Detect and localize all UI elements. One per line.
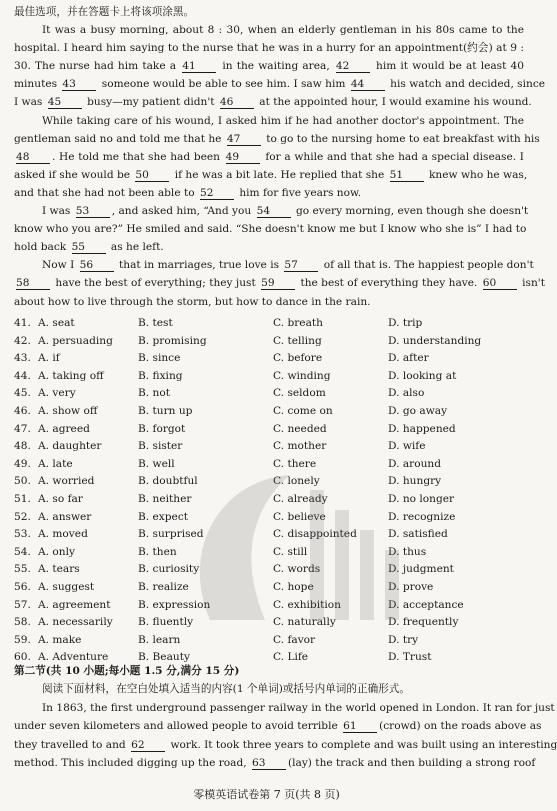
blank-number: 57 xyxy=(284,260,318,272)
question-number: 48. xyxy=(14,440,31,453)
passage-text: in the waiting area, xyxy=(218,60,334,73)
blank-number: 48 xyxy=(16,152,50,164)
option-d: D. also xyxy=(388,387,425,400)
option-row xyxy=(14,509,524,526)
blank-number: 47 xyxy=(227,134,261,146)
question-number: 59. xyxy=(14,633,31,646)
blank-number: 62 xyxy=(131,740,165,752)
option-b: B. well xyxy=(138,457,175,470)
passage-text: at the appointed hour, I would examine his wound. xyxy=(255,96,532,109)
option-d: D. no longer xyxy=(388,493,455,505)
passage-text: the best of everything they have. xyxy=(297,277,481,290)
passage-text: they travelled to and xyxy=(14,738,130,751)
option-a: A. worried xyxy=(38,475,95,488)
passage-text: (lay) the track and then building a strong roof xyxy=(287,756,536,769)
question-number: 57. xyxy=(14,598,31,611)
option-c: C. naturally xyxy=(273,616,336,629)
passage-line xyxy=(14,42,524,55)
option-a: A. very xyxy=(38,387,76,400)
option-row xyxy=(14,579,524,596)
option-c: C. mother xyxy=(273,440,327,453)
question-number: 60. xyxy=(14,651,31,664)
passage-line xyxy=(14,720,542,733)
question-number: 51. xyxy=(14,493,31,505)
option-d: D. wife xyxy=(388,440,426,453)
option-a: A. make xyxy=(38,633,82,646)
page-footer: 零模英语试卷第 7 页(共 8 页) xyxy=(193,788,340,801)
option-a: A. Adventure xyxy=(38,651,109,664)
option-b: B. fixing xyxy=(138,369,183,382)
option-a: A. persuading xyxy=(38,334,113,347)
option-c: C. exhibition xyxy=(273,598,341,611)
question-number: 41. xyxy=(14,317,31,329)
option-d: D. frequently xyxy=(388,616,459,629)
blank-number: 42 xyxy=(336,61,370,73)
passage-text: Now I xyxy=(42,259,78,272)
option-b: B. forgot xyxy=(138,422,186,435)
passage-line xyxy=(14,702,555,715)
passage-line xyxy=(14,223,527,236)
option-c: C. before xyxy=(273,352,323,365)
blank-number: 46 xyxy=(220,97,254,109)
option-c: C. there xyxy=(273,457,317,470)
passage-line xyxy=(14,187,524,200)
passage-line xyxy=(14,168,528,182)
option-c: C. still xyxy=(273,545,308,558)
option-a: A. only xyxy=(38,545,75,558)
blank-number: 50 xyxy=(135,170,169,182)
option-c: C. Life xyxy=(273,651,309,664)
passage-text: and that she had not been able to xyxy=(14,186,198,199)
blank-number: 52 xyxy=(200,188,234,200)
option-a: A. daughter xyxy=(38,440,102,453)
blank-number: 55 xyxy=(72,242,106,254)
option-a: A. suggest xyxy=(38,581,95,593)
option-b: B. not xyxy=(138,387,170,400)
option-a: A. late xyxy=(38,457,73,470)
question-number: 44. xyxy=(14,369,31,382)
option-row xyxy=(14,597,524,614)
option-b: B. expect xyxy=(138,510,189,523)
option-d: D. acceptance xyxy=(388,598,464,611)
blank-number: 59 xyxy=(261,278,295,290)
option-row xyxy=(14,456,524,473)
blank-number: 45 xyxy=(48,97,82,109)
option-a: A. agreed xyxy=(38,422,90,435)
option-c: C. words xyxy=(273,563,321,576)
passage-text: hospital. I heard him saying to the nurse that he was in a hurry for an appointment(约会) at 9 : xyxy=(14,42,524,55)
option-d: D. understanding xyxy=(388,334,482,347)
passage-text: have the best of everything; they just xyxy=(52,277,260,290)
option-b: B. doubtful xyxy=(138,475,198,488)
passage-line xyxy=(14,151,524,164)
passage-line xyxy=(14,296,524,309)
option-d: D. prove xyxy=(388,581,434,593)
passage-text: for a while and that she had a special disease. I xyxy=(261,150,524,163)
option-row xyxy=(14,350,524,367)
option-row xyxy=(14,315,524,332)
passage-text: his watch and decided, since xyxy=(386,78,546,91)
option-row xyxy=(14,403,524,420)
question-number: 58. xyxy=(14,616,31,629)
option-a: A. necessarily xyxy=(38,616,113,629)
option-d: D. after xyxy=(388,352,429,365)
question-number: 47. xyxy=(14,422,31,435)
passage-text: him for five years now. xyxy=(235,186,362,199)
option-row xyxy=(14,561,524,578)
passage-text: (crowd) on the roads above as xyxy=(379,720,542,733)
passage-text: under seven kilometers and allowed people to avoid terrible xyxy=(14,720,342,733)
option-a: A. agreement xyxy=(38,598,111,611)
option-c: C. lonely xyxy=(273,475,320,488)
passage-text: that in marriages, true love is xyxy=(115,259,283,272)
option-c: C. breath xyxy=(273,317,323,329)
option-b: B. Beauty xyxy=(138,651,190,664)
option-b: B. fluently xyxy=(138,616,194,629)
blank-number: 60 xyxy=(483,278,517,290)
option-a: A. if xyxy=(38,352,60,365)
blank-number: 53 xyxy=(76,206,110,218)
option-a: A. taking off xyxy=(38,369,104,382)
passage-text: as he left. xyxy=(107,241,164,254)
option-d: D. Trust xyxy=(388,651,432,664)
passage-text: about how to live through the storm, but how to dance in the rain. xyxy=(14,295,371,308)
passage-text: I was xyxy=(14,96,46,109)
option-d: D. thus xyxy=(388,545,427,558)
passage-text: go every morning, even though she doesn't xyxy=(292,205,529,217)
section2-heading: 第二节(共 10 小题;每小题 1.5 分,满分 15 分) xyxy=(14,665,240,677)
passage-line xyxy=(14,259,534,272)
option-d: D. hungry xyxy=(388,475,442,488)
question-number: 45. xyxy=(14,387,31,400)
option-b: B. test xyxy=(138,317,173,329)
question-number: 49. xyxy=(14,457,31,470)
passage-line xyxy=(14,24,524,37)
blank-number: 44 xyxy=(351,79,385,91)
passage-text: asked if she would be xyxy=(14,168,134,181)
passage-text: gentleman said no and told me that he xyxy=(14,132,225,145)
option-row xyxy=(14,385,524,402)
blank-number: 43 xyxy=(62,79,96,91)
option-b: B. expression xyxy=(138,598,211,611)
passage-line xyxy=(14,241,524,254)
option-row xyxy=(14,491,524,508)
option-a: A. show off xyxy=(38,405,98,417)
passage-text: of all that is. The happiest people don't xyxy=(320,259,534,272)
passage-line xyxy=(14,78,546,91)
passage-line xyxy=(14,96,532,109)
option-d: D. happened xyxy=(388,422,456,435)
passage-text: know who you are?” He smiled and said. “She doesn't know me but I know who she is” I had to xyxy=(14,223,527,236)
option-c: C. come on xyxy=(273,405,333,417)
blank-number: 58 xyxy=(16,278,50,290)
passage-text: It was a busy morning, about 8 : 30, when an elderly gentleman in his 80s came to the xyxy=(42,24,524,36)
blank-number: 49 xyxy=(226,152,260,164)
passage-line xyxy=(14,205,529,218)
passage-text: isn't xyxy=(518,277,545,290)
question-number: 50. xyxy=(14,475,31,488)
question-number: 53. xyxy=(14,528,31,541)
option-d: D. judgment xyxy=(388,563,454,576)
passage-text: hold back xyxy=(14,241,70,254)
option-b: B. learn xyxy=(138,633,181,646)
option-a: A. moved xyxy=(38,528,88,541)
passage-text: knew who he was, xyxy=(425,168,528,181)
option-c: C. seldom xyxy=(273,387,326,400)
passage-line xyxy=(14,277,545,290)
passage-text: I was xyxy=(42,205,74,217)
option-row xyxy=(14,649,524,666)
question-number: 42. xyxy=(14,334,31,347)
option-d: D. try xyxy=(388,633,419,646)
option-d: D. satisfied xyxy=(388,528,448,541)
option-row xyxy=(14,438,524,455)
passage-line xyxy=(14,756,536,770)
option-b: B. since xyxy=(138,352,181,365)
passage-line xyxy=(14,60,524,73)
option-d: D. go away xyxy=(388,405,448,417)
option-c: C. telling xyxy=(273,334,322,347)
option-row xyxy=(14,632,524,649)
option-d: D. recognize xyxy=(388,510,456,523)
option-a: A. so far xyxy=(38,493,83,505)
option-b: B. surprised xyxy=(138,528,204,541)
option-a: A. tears xyxy=(38,563,80,576)
blank-number: 56 xyxy=(80,260,114,272)
option-c: C. favor xyxy=(273,633,316,646)
option-c: C. winding xyxy=(273,369,331,382)
option-row xyxy=(14,333,524,350)
passage-text: minutes xyxy=(14,78,61,91)
option-b: B. sister xyxy=(138,440,183,453)
passage-text: . He told me that she had been xyxy=(52,150,224,163)
option-b: B. realize xyxy=(138,581,189,593)
option-row xyxy=(14,421,524,438)
option-row xyxy=(14,614,524,631)
question-number: 52. xyxy=(14,510,31,523)
passage-text: , and asked him, “And you xyxy=(111,205,255,217)
option-c: C. believe xyxy=(273,510,326,523)
option-c: C. disappointed xyxy=(273,528,357,541)
question-number: 55. xyxy=(14,563,31,576)
option-c: C. already xyxy=(273,493,328,505)
question-number: 56. xyxy=(14,581,31,593)
option-b: B. neither xyxy=(138,493,192,505)
blank-number: 41 xyxy=(182,61,216,73)
option-c: C. hope xyxy=(273,581,314,593)
question-number: 46. xyxy=(14,405,31,417)
blank-number: 61 xyxy=(343,721,377,733)
question-number: 43. xyxy=(14,352,31,365)
section2-instruction: 阅读下面材料，在空白处填入适当的内容(1 个单词)或括号内单词的正确形式。 xyxy=(42,683,410,695)
passage-text: While taking care of his wound, I asked him if he had another doctor's appointment. The xyxy=(42,114,524,127)
passage-text: work. It took three years to complete and was built using an interesting xyxy=(167,738,557,751)
option-a: A. answer xyxy=(38,510,92,523)
option-d: D. looking at xyxy=(388,369,457,382)
option-row xyxy=(14,544,524,561)
blank-number: 63 xyxy=(252,758,286,770)
option-b: B. turn up xyxy=(138,405,193,417)
header-instruction: 最佳选项，并在答题卡上将该项涂黑。 xyxy=(14,6,195,18)
option-row xyxy=(14,368,524,385)
option-a: A. seat xyxy=(38,317,75,329)
option-row xyxy=(14,526,524,543)
option-d: D. trip xyxy=(388,317,423,329)
passage-text: him it would be at least 40 xyxy=(371,60,524,73)
passage-text: 30. The nurse had him take a xyxy=(14,60,181,73)
passage-text: if he was a bit late. He replied that she xyxy=(171,168,388,181)
option-row xyxy=(14,473,524,490)
question-number: 54. xyxy=(14,545,31,558)
passage-line xyxy=(14,738,557,752)
blank-number: 54 xyxy=(257,206,291,218)
passage-text: method. This included digging up the road, xyxy=(14,756,250,769)
option-b: B. curiosity xyxy=(138,563,200,576)
blank-number: 51 xyxy=(390,170,424,182)
passage-text: In 1863, the first underground passenger railway in the world opened in London. It ran for just xyxy=(42,702,555,714)
passage-line xyxy=(14,115,524,128)
option-b: B. then xyxy=(138,545,177,558)
passage-text: someone would be able to see him. I saw him xyxy=(98,78,349,91)
option-c: C. needed xyxy=(273,422,327,435)
passage-text: busy—my patient didn't xyxy=(83,96,218,109)
option-d: D. around xyxy=(388,457,442,470)
passage-line xyxy=(14,132,540,146)
option-b: B. promising xyxy=(138,334,207,347)
passage-text: to go to the nursing home to eat breakfast with his xyxy=(262,132,540,145)
